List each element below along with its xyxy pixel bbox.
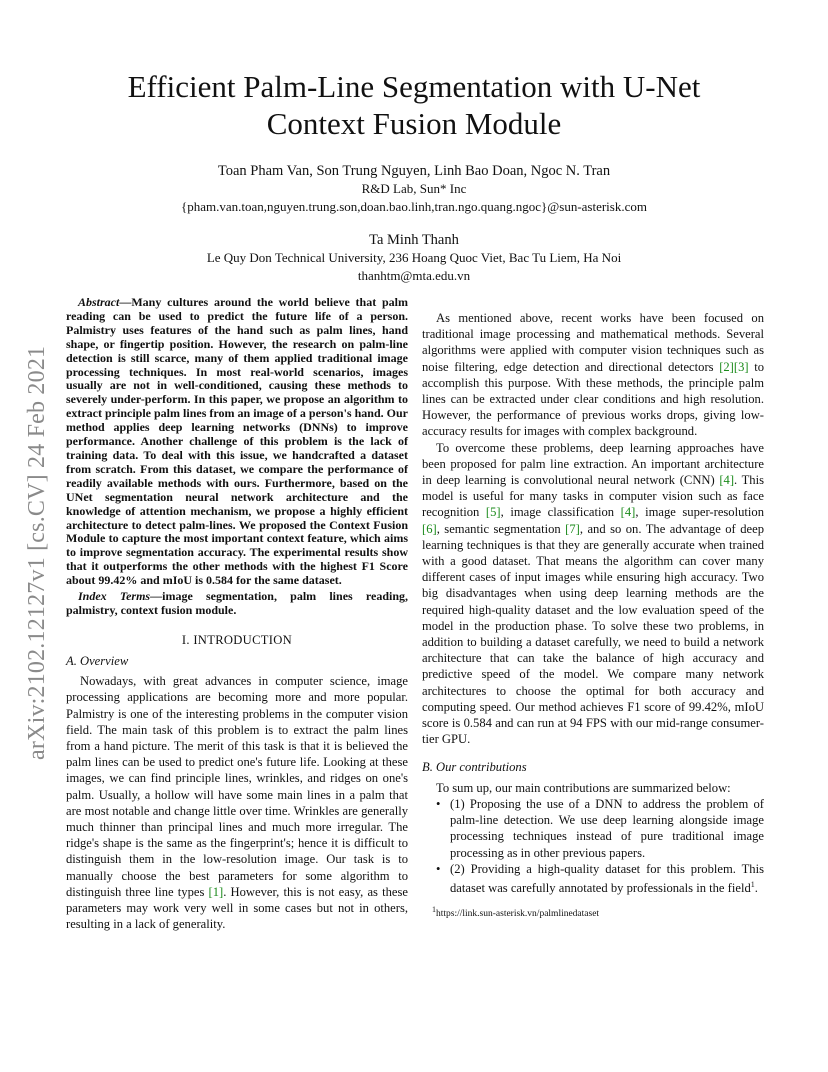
citation-link[interactable]: [1] [208, 884, 224, 899]
author-block-1 [60, 162, 768, 216]
subsection-heading-overview: A. Overview [66, 654, 129, 669]
list-item-text: (1) Proposing the use of a DNN to address the problem of palm-line detection. We use deep learning alongside image processing techniques instead of pure traditional image processing as in other previous papers. [450, 796, 764, 860]
arxiv-stamp: arXiv:2102.12127v1 [cs.CV] 24 Feb 2021 [24, 345, 50, 760]
list-item-text: (2) Providing a high-quality dataset for this problem. This dataset was carefully annotated by professionals in the field [450, 861, 764, 896]
citation-link[interactable]: [5] [485, 505, 501, 520]
author-email: thanhtm@mta.edu.vn [357, 268, 471, 283]
paragraph-text: , image super-resolution [635, 505, 764, 520]
citation-link[interactable]: [4] [719, 473, 735, 488]
bullet-icon: • [436, 861, 441, 876]
abstract [66, 296, 408, 588]
paragraph-text: , semantic segmentation [436, 521, 566, 536]
abstract-label: Abstract [78, 295, 120, 309]
paragraph-text: Nowadays, with great advances in computer science, image processing applications are becoming more and more popular. Palmistry is one of the interesting problems in the computer vision field. The main task of this problem is to extract the palm lines from a hand picture. The merit of this task is that it is believed the palm lines can be used to predict one's future life. Looking at these images, we can find principle lines, wrinkles, and ridges on one's palm. Usually, a hollow will have some main lines in a palm that are most notable and change little over time. Wrinkles are generally much thinner than principal lines and much more irregular. The ridge's shape is the same as the fingerprint's; hence it is difficult to distinguish them in the low-resolution image. Our task is to manually choose the best parameters for some algorithm to distinguish three line types [66, 674, 408, 899]
section-heading-introduction: I. INTRODUCTION [181, 632, 293, 647]
index-terms-text: —image segmentation, palm lines reading, palmistry, context fusion module. [66, 589, 409, 617]
list-item [436, 796, 764, 861]
footnote-link[interactable]: 1 [750, 879, 755, 889]
author-block-2 [60, 231, 768, 285]
subsection-heading-contributions: B. Our contributions [422, 760, 527, 775]
index-terms-label: Index Terms [78, 589, 151, 604]
paragraph-prior-work [422, 310, 764, 440]
citation-link[interactable]: [3] [733, 359, 749, 374]
title-line-1: Efficient Palm-Line Segmentation with U-Net [127, 69, 701, 104]
left-column [66, 296, 408, 933]
bullet-icon: • [436, 796, 441, 811]
author-affiliation: R&D Lab, Sun* Inc [361, 181, 467, 196]
title-line-2: Context Fusion Module [266, 106, 562, 141]
paragraph-text: As mentioned above, recent works have been focused on traditional image processing and mathematical methods. Several algorithms were applied with computer vision techniques such as noise filtering, edge detection and directional detectors [422, 311, 764, 374]
paragraph-overview [66, 673, 408, 932]
author-affiliation: Le Quy Don Technical University, 236 Hoang Quoc Viet, Bac Tu Liem, Ha Noi [206, 250, 622, 265]
citation-link[interactable]: [7] [565, 521, 580, 536]
paragraph-text: To overcome these problems, deep learning approaches have been proposed for palm line extraction. An important architecture in deep learning is convolutional neural network (CNN) [422, 440, 764, 488]
author-names: Toan Pham Van, Son Trung Nguyen, Linh Bao Doan, Ngoc N. Tran [217, 163, 611, 179]
paper-title [60, 68, 768, 142]
paragraph-contributions-intro: To sum up, our main contributions are summarized below: [436, 780, 731, 795]
author-names: Ta Minh Thanh [369, 232, 459, 248]
citation-link[interactable]: [2] [719, 359, 734, 374]
author-email: {pham.van.toan,nguyen.trung.son,doan.bao.linh,tran.ngo.quang.ngoc}@sun-asterisk.com [180, 199, 647, 214]
paragraph-text: , image classification [500, 505, 621, 520]
list-item [436, 861, 764, 897]
footnote-url[interactable]: https://link.sun-asterisk.vn/palmlinedataset [436, 909, 600, 920]
paragraph-deep-learning [422, 440, 764, 748]
list-item-text: . [754, 881, 758, 896]
paragraph-text: , and so on. The advantage of deep learning techniques is that they are generally accurate when trained with a good dataset. That means the algorithm can cover many different cases of input images while ensuring high accuracy. Two big disadvantages when using deep learning methods are the required high-quality dataset and the low evaluation speed of the model in the production phase. To solve these two problems, in addition to building a dataset carefully, we need to build a network architecture that can take the balance of high accuracy and predictive speed of the model. We compare many network architectures to choose the optimal for both accuracy and computing speed. Our method achieves F1 score of 99.42%, mIoU score is 0.584 and can run at 94 FPS with our mid-range consumer-tier GPU. [422, 521, 764, 747]
index-terms [66, 590, 408, 618]
citation-link[interactable]: [4] [620, 505, 636, 520]
abstract-text: —Many cultures around the world believe that palm reading can be used to predict the future life of a person. Palmistry uses features of the hand such as palm lines, hand shape, or fingertip position. However, the research on palm-line detection is still scarce, many of them applied traditional image processing techniques. In most real-world scenarios, images usually are not in well-conditioned, causing these methods to severely under-perform. In this paper, we propose an algorithm to extract principle palm lines from an image of a person's hand. Our method applies deep learning networks (DNNs) to improve performance. Another challenge of this problem is the lack of training data. To deal with this issue, we handcrafted a dataset from scratch. From this dataset, we compare the performance of readily available methods with ours. Furthermore, based on the UNet segmentation neural network architecture and the knowledge of attention mechanism, we propose a highly efficient architecture to detect palm-lines. We proposed the Context Fusion Module to capture the most important context feature, which aims to improve segmentation accuracy. The experimental results show that it outperforms the other methods with the highest F1 Score about 99.42% and mIoU is 0.584 for the same dataset. [66, 295, 408, 588]
paragraph-text: to accomplish this purpose. With these methods, the principle palm lines can be extracted under clear conditions and high resolution. However, the performance of previous works drops, giving low-accuracy results for images with complex background. [422, 359, 764, 439]
paragraph-text: . However, this is not easy, as these parameters may work very well in some cases but not in others, resulting in a lack of generality. [66, 884, 408, 932]
right-column [422, 310, 764, 920]
paragraph-text: . This model is useful for many tasks in computer vision such as face recognition [422, 473, 764, 520]
citation-link[interactable]: [6] [422, 521, 437, 536]
contributions-list [422, 796, 764, 896]
footnote-mark: 1 [432, 905, 436, 915]
footnote [422, 904, 764, 920]
